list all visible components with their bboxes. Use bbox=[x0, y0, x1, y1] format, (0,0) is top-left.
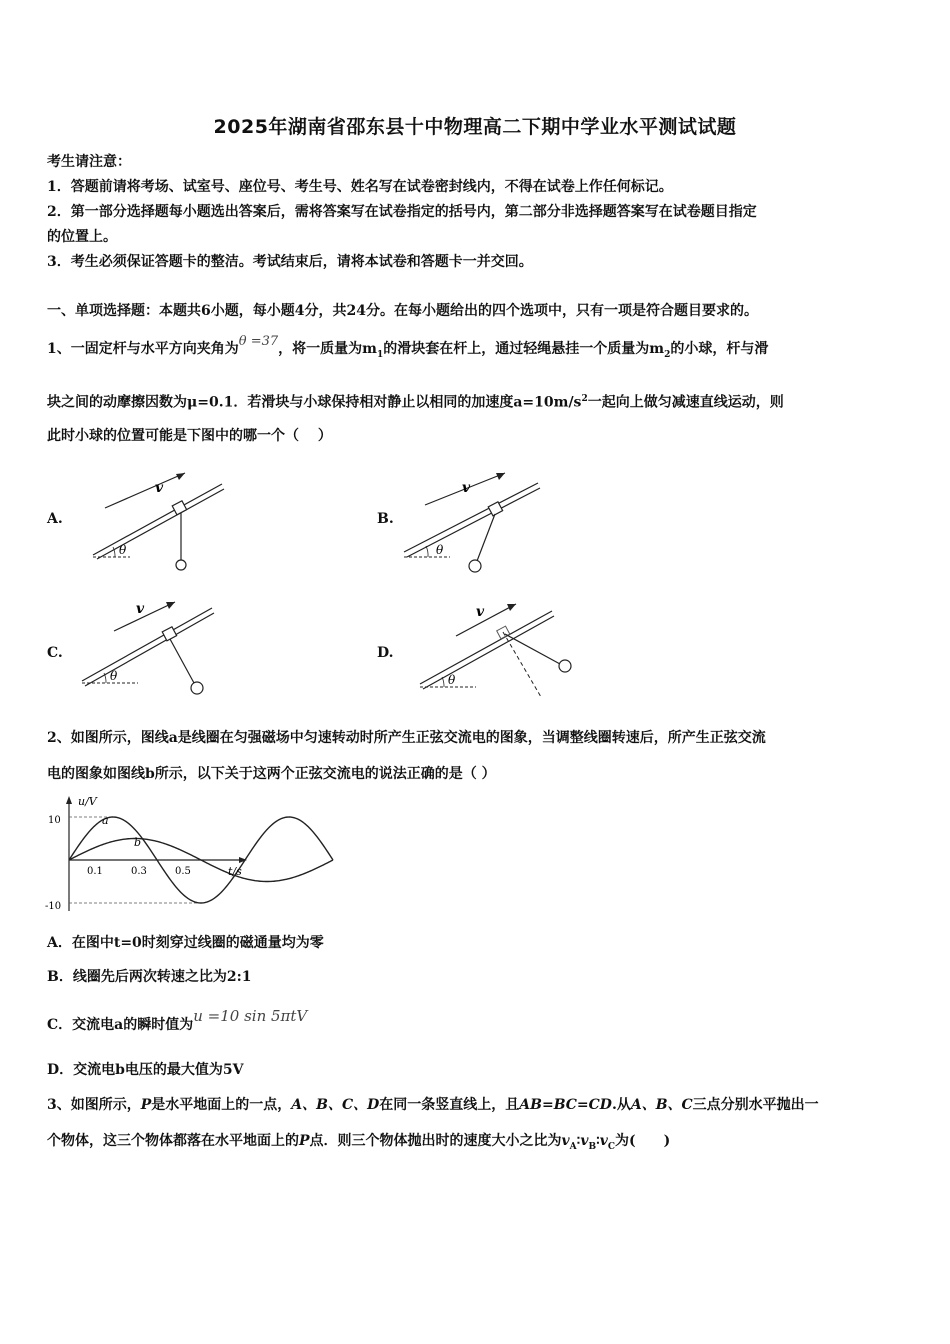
theta-label: θ bbox=[436, 543, 444, 557]
velocity-label: v bbox=[136, 601, 145, 617]
q1-line1: 1、一固定杆与水平方向夹角为θ =37，将一质量为$m_1$的滑块套在杆上，通过轻绳悬挂一个质量为$m_2$的小球，杆与滑 bbox=[47, 334, 769, 360]
theta-label: θ bbox=[448, 673, 456, 687]
q2-option-b: B．线圈先后两次转速之比为2:1 bbox=[47, 969, 252, 985]
q1-figure-a bbox=[85, 470, 235, 580]
notice-item-2: 2．第一部分选择题每小题选出答案后，需将答案写在试卷指定的括号内，第二部分非选择题答案写在试卷题目指定 bbox=[47, 204, 757, 220]
x-tick: 0.3 bbox=[131, 866, 147, 877]
theta-label: θ bbox=[110, 669, 118, 683]
y-tick-top: 10 bbox=[48, 815, 61, 826]
velocity-label: v bbox=[462, 480, 471, 496]
velocity-label: v bbox=[155, 480, 164, 496]
q1-figure-c bbox=[78, 596, 228, 701]
q1-figure-b bbox=[400, 470, 550, 580]
q1-option-a-label: A. bbox=[47, 511, 63, 527]
q2-line2: 电的图象如图线b所示，以下关于这两个正弦交流电的说法正确的是（ ） bbox=[47, 766, 496, 782]
x-axis-label: t/s bbox=[228, 865, 242, 878]
theta-label: θ bbox=[119, 543, 127, 557]
q2-option-d: D．交流电b电压的最大值为5V bbox=[47, 1062, 244, 1078]
notice-heading: 考生请注意： bbox=[47, 154, 131, 170]
q1-option-c-label: C. bbox=[47, 645, 63, 661]
q3-line1: 3、如图所示，P是水平地面上的一点，A、B、C、D在同一条竖直线上，且AB=BC=CD.从A、B、C三点分别水平抛出一 bbox=[47, 1097, 819, 1113]
curve-a-label: a bbox=[102, 814, 109, 827]
curve-b-label: b bbox=[134, 836, 142, 849]
q2-line1: 2、如图所示，图线a是线圈在匀强磁场中匀速转动时所产生正弦交流电的图象，当调整线圈转速后，所产生正弦交流 bbox=[47, 730, 766, 746]
q1-line2: 块之间的动摩擦因数为μ=0.1．若滑块与小球保持相对静止以相同的加速度$a=10m/s^2$一起向上做匀减速直线运动，则 bbox=[47, 394, 784, 411]
formula-u: u =10 sin 5πtV bbox=[193, 1007, 308, 1025]
q2-option-a: A．在图中t=0时刻穿过线圈的磁通量均为零 bbox=[47, 935, 324, 951]
q3-line2: 个物体，这三个物体都落在水平地面上的P点．则三个物体抛出时的速度大小之比为$v_A∶v_B∶v_C$为( ) bbox=[47, 1133, 671, 1152]
y-axis-label: u/V bbox=[78, 795, 97, 808]
page-title: 2025年湖南省邵东县十中物理高二下期中学业水平测试试题 bbox=[213, 116, 737, 138]
q1-option-d-label: D. bbox=[377, 645, 394, 661]
q2-sine-chart bbox=[40, 793, 255, 918]
q2-option-c: C．交流电a的瞬时值为u =10 sin 5πtV bbox=[47, 1007, 308, 1033]
x-tick: 0.5 bbox=[175, 866, 191, 877]
q1-option-b-label: B. bbox=[377, 511, 394, 527]
q1-figure-d bbox=[418, 596, 588, 701]
notice-item-2-cont: 的位置上。 bbox=[47, 229, 117, 245]
q1-line3: 此时小球的位置可能是下图中的哪一个（ ） bbox=[47, 428, 332, 444]
angle-formula: θ =37 bbox=[238, 334, 279, 349]
velocity-label: v bbox=[476, 604, 485, 620]
section-heading: 一、单项选择题：本题共6小题，每小题4分，共24分。在每小题给出的四个选项中，只有一项是符合题目要求的。 bbox=[47, 303, 758, 319]
notice-item-3: 3．考生必须保证答题卡的整洁。考试结束后，请将本试卷和答题卡一并交回。 bbox=[47, 254, 533, 270]
notice-item-1: 1．答题前请将考场、试室号、座位号、考生号、姓名写在试卷密封线内，不得在试卷上作任何标记。 bbox=[47, 179, 673, 195]
x-tick: 0.1 bbox=[87, 866, 103, 877]
y-tick-bottom: -10 bbox=[45, 901, 62, 912]
